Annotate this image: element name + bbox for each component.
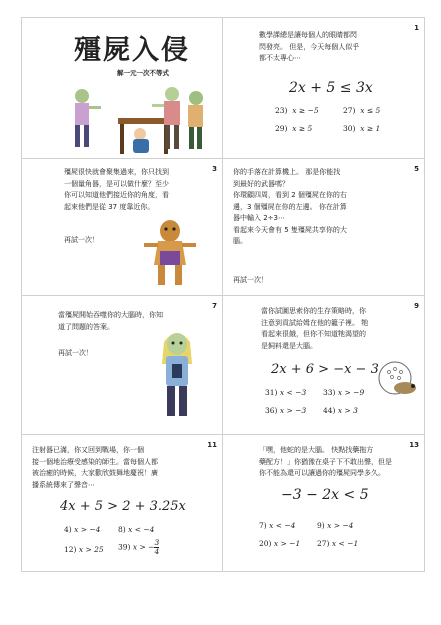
card-1 [223,17,425,159]
story-line: 當殭屍開始吞噬你的大腦時，你知 [58,311,163,319]
story-line: 注射器已滿，你又回到戰場，你一個 [32,446,144,454]
story-line: 接一個地治療受感染的師生。當每個人都 [32,457,158,466]
story-line: 到最好的武器嗎？ [233,179,289,188]
zombie-classroom-illustration [60,78,210,158]
retry-text: 再試一次！ [64,236,99,244]
answer-choice: 27) x ≤ 5 [343,106,381,115]
answer-choice: 33) x > −9 [323,388,365,397]
story-line: 你環顧四周，看到 2 個殭屍在你的右 [233,191,347,199]
story-line: 看起來今天會有 5 隻殭屍共享你的大 [233,225,347,234]
card-number: 5 [414,165,419,173]
answer-choice: 4) x > −4 [64,525,101,534]
story-line: 被治癒的時候，大家歡欣鼓舞地慶祝！廣 [32,469,158,477]
worksheet-grid [21,17,425,572]
worksheet-subtitle: 解一元一次不等式 [117,69,169,77]
card-11 [21,435,223,572]
story-line: 器中輸入 2÷3⋯ [233,214,285,222]
zombie-girl-illustration [152,324,202,424]
story-line: 你不能為還可以讓過你的殭屍同學多久。 [259,469,385,477]
story-line: 藥配方！」你猶豫在桌子下不敢出聲，但是 [259,457,392,466]
card-number: 3 [212,165,217,173]
story-line: 注意到貢試給姆在他的籠子裡。 牠 [261,318,369,327]
story-line: 你可以知道他們接近你的角度，看 [64,191,169,199]
answer-choice: 8) x < −4 [118,525,155,534]
answer-choice: 20) x > −1 [259,539,301,548]
worksheet-title: 殭屍入侵 [74,35,190,66]
card-number: 9 [414,302,419,310]
answer-choice: 23) x ≥ −5 [275,106,319,115]
story-text [64,167,214,213]
title-card [21,17,223,159]
answer-choice: 12) x > 25 [64,545,104,554]
story-line: 你的手落在計算機上。 那是你能找 [233,168,341,176]
card-9 [223,296,425,435]
retry-text: 再試一次！ [58,349,93,357]
answer-choice: 30) x ≥ 1 [343,124,381,133]
answer-choice: 39) x > − $\frac{3}{4}$ [118,538,160,556]
card-3 [21,159,223,296]
card-number: 1 [414,24,419,32]
card-5 [223,159,425,296]
answer-choice: 31) x < −3 [265,388,307,397]
story-line: 閃發亮。 但是，今天每個人似乎 [259,42,360,51]
story-line: 邊，3 個殭屍在你的左邊。 你在計算 [233,202,347,211]
story-line: 道了問題的答案。 [58,322,114,331]
werewolf-zombie-illustration [140,217,200,289]
inequality: −3 − 2x < 5 [281,487,369,503]
story-line: 播系統傳來了聲音⋯ [32,480,95,489]
hamster-cage-illustration [375,358,419,398]
fraction: $\frac{3}{4}$ [154,538,160,556]
card-number: 11 [207,441,217,449]
story-text [259,30,409,65]
card-13 [223,435,425,572]
story-text [259,445,423,480]
inequality: 2x + 5 ≤ 3x [289,80,373,96]
story-line: 數學課總是讓每個人的眼睛都閃 [259,31,357,39]
story-line: 一個量角器，是可以做什麼？至少 [64,179,169,188]
story-line: 起來他們是從 37 度靠近你。 [64,202,155,211]
story-text [32,445,222,491]
answer-choice: 27) x < −1 [317,539,359,548]
inequality: 2x + 6 > −x − 3 [271,362,379,377]
story-text [261,306,421,352]
story-line: 殭屍很快就會聚集過來，你只找到 [64,168,169,176]
card-number: 13 [409,441,419,449]
card-7 [21,296,223,435]
story-line: 看起來很餓，但你不知道牠渴望的 [261,330,366,338]
story-line: 都不太專心⋯ [259,54,301,62]
story-line: 是飼料還是大腦。 [261,341,317,350]
retry-text: 再試一次！ [233,276,268,284]
story-text [233,167,413,248]
card-number: 7 [212,302,217,310]
answer-choice: 7) x < −4 [259,521,296,530]
answer-choice: 29) x ≥ 5 [275,124,313,133]
answer-choice: 44) x > 3 [323,406,358,415]
answer-choice: 36) x > −3 [265,406,307,415]
answer-choice: 9) x > −4 [317,521,354,530]
story-line: 當你試圖思索你的生存策略時，你 [261,307,366,315]
story-line: 「嘿，他蛇的是大腦。 快點找藥拖方 [259,446,374,454]
story-line: 腦。 [233,237,247,245]
inequality: 4x + 5 > 2 + 3.25x [60,499,186,514]
